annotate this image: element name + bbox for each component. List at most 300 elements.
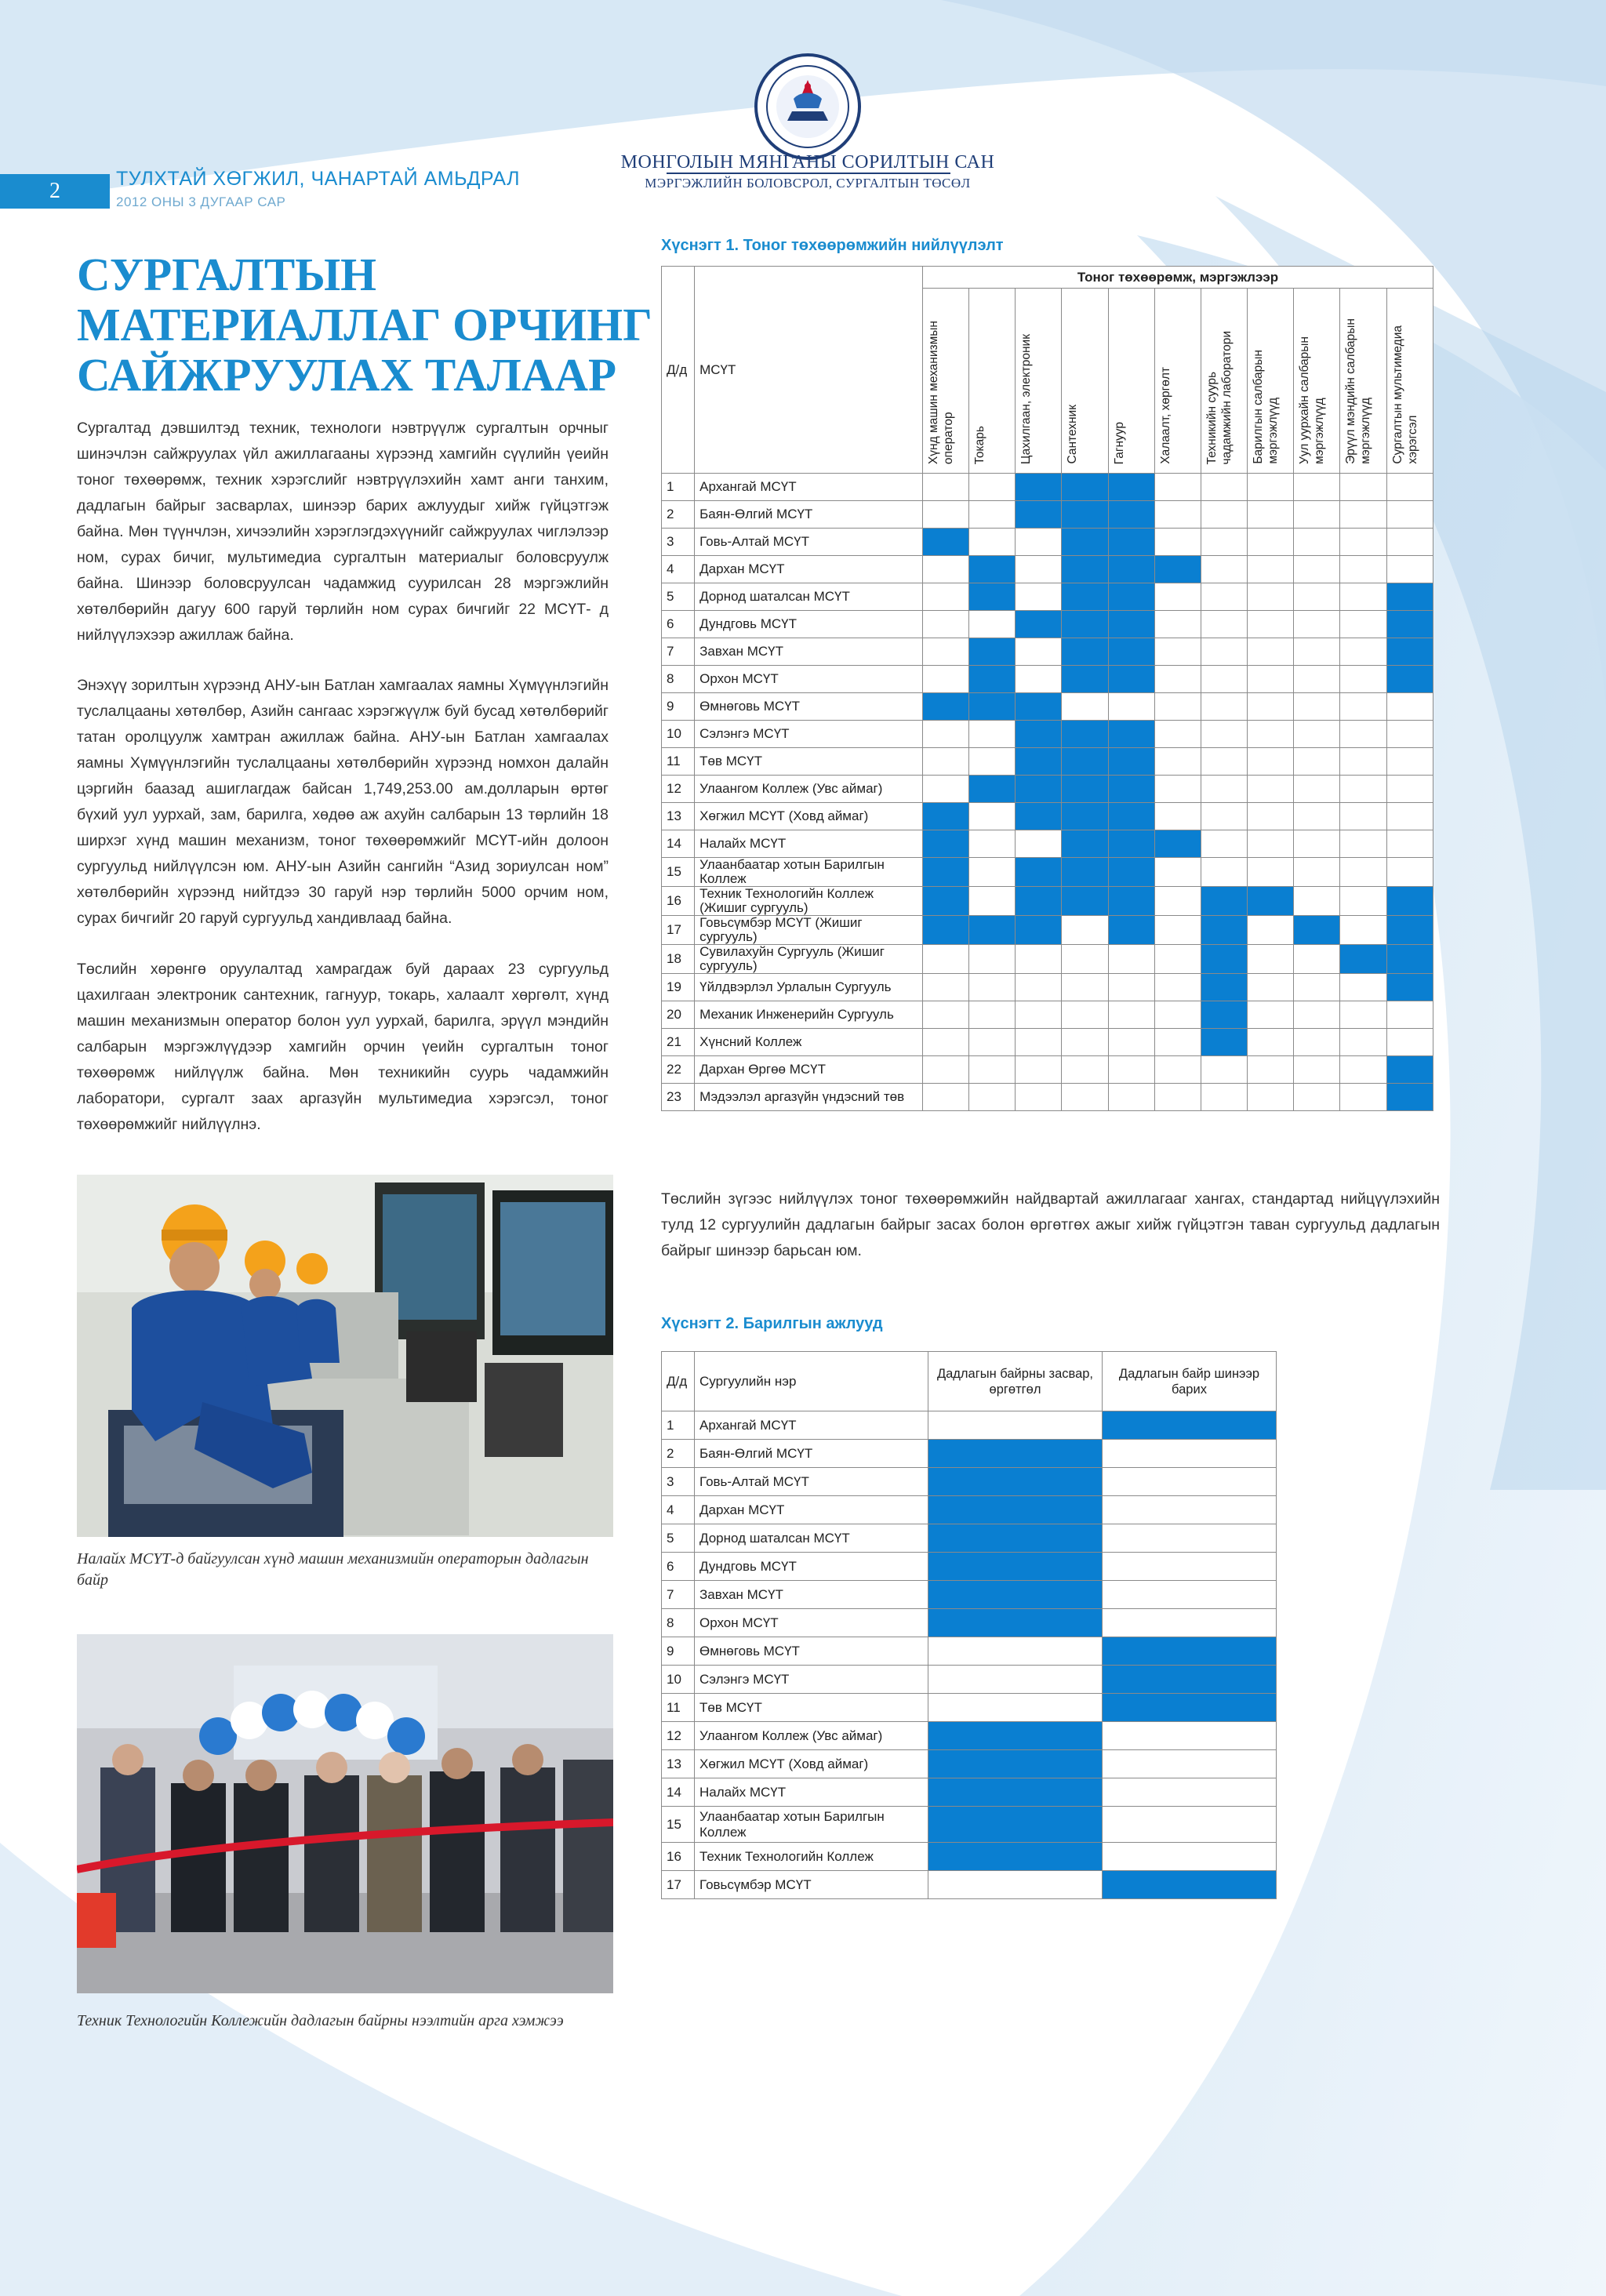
school-name: Техник Технологийн Коллеж	[695, 1843, 928, 1871]
supplied-cell	[1386, 1084, 1433, 1111]
empty-cell	[1386, 474, 1433, 501]
col-name-header: МСҮТ	[695, 267, 923, 474]
new-build-cell-empty	[1103, 1468, 1277, 1496]
org-name: МОНГОЛЫН МЯНГАНЫ СОРИЛТЫН САН	[620, 152, 995, 173]
row-number: 16	[662, 887, 695, 916]
empty-cell	[1062, 1001, 1108, 1029]
empty-cell	[969, 1001, 1016, 1029]
empty-cell	[1201, 611, 1247, 638]
school-name: Өмнөговь МСҮТ	[695, 1637, 928, 1666]
supplied-cell	[1108, 583, 1154, 611]
empty-cell	[1248, 916, 1294, 945]
empty-cell	[1016, 529, 1062, 556]
row-number: 14	[662, 1778, 695, 1807]
empty-cell	[1340, 501, 1386, 529]
school-name: Дундговь МСҮТ	[695, 1553, 928, 1581]
renovation-cell-filled	[928, 1524, 1103, 1553]
new-build-cell-empty	[1103, 1581, 1277, 1609]
empty-cell	[1201, 776, 1247, 803]
school-name: Хүнсний Коллеж	[695, 1029, 923, 1056]
empty-cell	[922, 666, 968, 693]
supplied-cell	[1062, 583, 1108, 611]
title-line: МАТЕРИАЛЛАГ ОРЧИНГ	[77, 299, 652, 351]
table2-title: Хүснэгт 2. Барилгын ажлууд	[661, 1315, 883, 1332]
column-header	[1294, 289, 1340, 474]
empty-cell	[1016, 583, 1062, 611]
empty-cell	[1294, 638, 1340, 666]
supplied-cell	[1108, 748, 1154, 776]
supplied-cell	[1108, 501, 1154, 529]
supplied-cell	[1062, 748, 1108, 776]
empty-cell	[1340, 721, 1386, 748]
empty-cell	[1154, 1084, 1201, 1111]
empty-cell	[1340, 776, 1386, 803]
school-name: Налайх МСҮТ	[695, 1778, 928, 1807]
school-name: Улаангом Коллеж (Увс аймаг)	[695, 776, 923, 803]
supplied-cell	[1201, 887, 1247, 916]
table-row	[662, 583, 1433, 611]
new-build-cell-filled	[1103, 1666, 1277, 1694]
school-name: Мэдээлэл аргазүйн үндэсний төв	[695, 1084, 923, 1111]
empty-cell	[1386, 776, 1433, 803]
table1-wrapper	[661, 266, 1433, 1111]
empty-cell	[969, 945, 1016, 974]
new-build-cell-empty	[1103, 1440, 1277, 1468]
empty-cell	[1154, 474, 1201, 501]
empty-cell	[1248, 974, 1294, 1001]
table-row	[662, 1553, 1277, 1581]
new-build-cell-filled	[1103, 1871, 1277, 1899]
row-number: 13	[662, 803, 695, 830]
table-row	[662, 1029, 1433, 1056]
empty-cell	[1062, 693, 1108, 721]
column-header-label: Техникийн суурь чадамжийн лаборатори	[1204, 330, 1234, 464]
empty-cell	[1108, 945, 1154, 974]
empty-cell	[922, 776, 968, 803]
empty-cell	[1248, 1084, 1294, 1111]
empty-cell	[1201, 666, 1247, 693]
supplied-cell	[922, 858, 968, 887]
row-number: 6	[662, 1553, 695, 1581]
empty-cell	[1386, 748, 1433, 776]
row-number: 9	[662, 1637, 695, 1666]
renovation-cell-empty	[928, 1694, 1103, 1722]
table-row	[662, 1411, 1277, 1440]
empty-cell	[1201, 501, 1247, 529]
supplied-cell	[969, 776, 1016, 803]
row-number: 7	[662, 638, 695, 666]
table-row	[662, 974, 1433, 1001]
empty-cell	[1386, 693, 1433, 721]
supplied-cell	[1108, 666, 1154, 693]
empty-cell	[1248, 556, 1294, 583]
row-number: 5	[662, 1524, 695, 1553]
empty-cell	[1201, 583, 1247, 611]
supplied-cell	[1016, 916, 1062, 945]
table-row	[662, 529, 1433, 556]
empty-cell	[969, 529, 1016, 556]
school-name: Сувилахуйн Сургууль (Жишиг сургууль)	[695, 945, 923, 974]
empty-cell	[922, 974, 968, 1001]
supplied-cell	[1108, 474, 1154, 501]
school-name: Төв МСҮТ	[695, 748, 923, 776]
empty-cell	[1016, 830, 1062, 858]
empty-cell	[1386, 858, 1433, 887]
empty-cell	[1154, 583, 1201, 611]
row-number: 17	[662, 916, 695, 945]
page-number: 2	[49, 179, 60, 203]
empty-cell	[1108, 1029, 1154, 1056]
supplied-cell	[1062, 887, 1108, 916]
renovation-cell-empty	[928, 1637, 1103, 1666]
renovation-cell-filled	[928, 1750, 1103, 1778]
empty-cell	[1386, 501, 1433, 529]
empty-cell	[1340, 693, 1386, 721]
school-name: Говьсүмбэр МСҮТ (Жишиг сургууль)	[695, 916, 923, 945]
empty-cell	[1340, 638, 1386, 666]
school-name: Налайх МСҮТ	[695, 830, 923, 858]
empty-cell	[1062, 1056, 1108, 1084]
supplied-cell	[969, 693, 1016, 721]
empty-cell	[1340, 1001, 1386, 1029]
row-number: 23	[662, 1084, 695, 1111]
supplied-cell	[1108, 830, 1154, 858]
row-number: 5	[662, 583, 695, 611]
empty-cell	[1294, 501, 1340, 529]
column-header	[969, 289, 1016, 474]
supplied-cell	[1340, 945, 1386, 974]
empty-cell	[1016, 945, 1062, 974]
empty-cell	[1154, 638, 1201, 666]
empty-cell	[1201, 1056, 1247, 1084]
renovation-cell-filled	[928, 1778, 1103, 1807]
supplied-cell	[1062, 474, 1108, 501]
row-number: 1	[662, 474, 695, 501]
new-build-cell-filled	[1103, 1637, 1277, 1666]
empty-cell	[1294, 693, 1340, 721]
supplied-cell	[969, 583, 1016, 611]
table-row	[662, 830, 1433, 858]
supplied-cell	[1201, 916, 1247, 945]
empty-cell	[922, 1084, 968, 1111]
new-build-cell-filled	[1103, 1411, 1277, 1440]
empty-cell	[1294, 529, 1340, 556]
empty-cell	[1340, 1029, 1386, 1056]
empty-cell	[1201, 830, 1247, 858]
empty-cell	[1154, 748, 1201, 776]
supplied-cell	[1154, 830, 1201, 858]
renovation-cell-filled	[928, 1581, 1103, 1609]
empty-cell	[1294, 803, 1340, 830]
empty-cell	[969, 974, 1016, 1001]
empty-cell	[1201, 529, 1247, 556]
empty-cell	[1340, 830, 1386, 858]
empty-cell	[969, 1084, 1016, 1111]
empty-cell	[1248, 501, 1294, 529]
empty-cell	[1248, 945, 1294, 974]
empty-cell	[1294, 1056, 1340, 1084]
row-number: 2	[662, 1440, 695, 1468]
new-build-cell-filled	[1103, 1694, 1277, 1722]
empty-cell	[922, 638, 968, 666]
column-header	[1108, 289, 1154, 474]
empty-cell	[1294, 830, 1340, 858]
supplied-cell	[1108, 721, 1154, 748]
row-number: 4	[662, 1496, 695, 1524]
row-number: 2	[662, 501, 695, 529]
column-header-label: Сантехник	[1066, 405, 1080, 464]
empty-cell	[1016, 1056, 1062, 1084]
empty-cell	[1340, 803, 1386, 830]
empty-cell	[1340, 611, 1386, 638]
school-name: Хөгжил МСҮТ (Ховд аймаг)	[695, 1750, 928, 1778]
row-number: 22	[662, 1056, 695, 1084]
renovation-cell-filled	[928, 1440, 1103, 1468]
supplied-cell	[1016, 474, 1062, 501]
empty-cell	[1062, 1084, 1108, 1111]
empty-cell	[1016, 556, 1062, 583]
supplied-cell	[922, 916, 968, 945]
row-number: 16	[662, 1843, 695, 1871]
empty-cell	[969, 611, 1016, 638]
empty-cell	[1062, 945, 1108, 974]
row-number: 4	[662, 556, 695, 583]
supplied-cell	[1108, 858, 1154, 887]
renovation-cell-empty	[928, 1411, 1103, 1440]
column-header-label: Халаалт, хөргөлт	[1158, 367, 1172, 464]
empty-cell	[1294, 858, 1340, 887]
supplied-cell	[1108, 803, 1154, 830]
column-header-label: Сургалтын мультимедиа хэрэгсэл	[1390, 325, 1419, 464]
empty-cell	[1154, 693, 1201, 721]
supplied-cell	[1108, 887, 1154, 916]
equipment-supply-table	[661, 266, 1433, 1111]
row-number: 10	[662, 721, 695, 748]
table-row	[662, 1468, 1277, 1496]
table-row	[662, 474, 1433, 501]
empty-cell	[1154, 858, 1201, 887]
row-number: 15	[662, 1807, 695, 1843]
new-build-cell-empty	[1103, 1750, 1277, 1778]
empty-cell	[1248, 1001, 1294, 1029]
empty-cell	[922, 1056, 968, 1084]
empty-cell	[1154, 1029, 1201, 1056]
empty-cell	[969, 721, 1016, 748]
empty-cell	[1294, 945, 1340, 974]
table-row	[662, 501, 1433, 529]
row-number: 3	[662, 529, 695, 556]
table-row	[662, 666, 1433, 693]
table-row	[662, 916, 1433, 945]
empty-cell	[1248, 748, 1294, 776]
renovation-cell-filled	[928, 1807, 1103, 1843]
supplied-cell	[1386, 611, 1433, 638]
school-name: Орхон МСҮТ	[695, 666, 923, 693]
supplied-cell	[922, 693, 968, 721]
supplied-cell	[1016, 721, 1062, 748]
empty-cell	[922, 1001, 968, 1029]
school-name: Дундговь МСҮТ	[695, 611, 923, 638]
supplied-cell	[1062, 830, 1108, 858]
school-name: Техник Технологийн Коллеж (Жишиг сургууль)	[695, 887, 923, 916]
empty-cell	[1340, 974, 1386, 1001]
empty-cell	[969, 1029, 1016, 1056]
empty-cell	[969, 501, 1016, 529]
table-row	[662, 1001, 1433, 1029]
school-name: Хөгжил МСҮТ (Ховд аймаг)	[695, 803, 923, 830]
empty-cell	[1294, 556, 1340, 583]
column-header-label: Барилгын салбарын мэргэжлүүд	[1252, 350, 1281, 464]
renovation-cell-filled	[928, 1843, 1103, 1871]
column-header	[1016, 289, 1062, 474]
supplied-cell	[1062, 529, 1108, 556]
supplied-cell	[1201, 1029, 1247, 1056]
renovation-cell-filled	[928, 1468, 1103, 1496]
school-name: Завхан МСҮТ	[695, 638, 923, 666]
photo-opening-ceremony	[77, 1634, 613, 1993]
table-row	[662, 803, 1433, 830]
school-name: Дорнод шаталсан МСҮТ	[695, 583, 923, 611]
supplied-cell	[922, 529, 968, 556]
empty-cell	[1201, 556, 1247, 583]
school-name: Завхан МСҮТ	[695, 1581, 928, 1609]
empty-cell	[1340, 529, 1386, 556]
empty-cell	[1340, 556, 1386, 583]
empty-cell	[1386, 830, 1433, 858]
empty-cell	[1201, 858, 1247, 887]
column-header	[1248, 289, 1294, 474]
table-row	[662, 611, 1433, 638]
school-name: Дорнод шаталсан МСҮТ	[695, 1524, 928, 1553]
column-header-label: Уул уурхайн салбарын мэргэжлүүд	[1298, 336, 1327, 464]
table-row	[662, 1524, 1277, 1553]
column-header-label: Цахилгаан, электроник	[1019, 333, 1034, 464]
empty-cell	[1248, 638, 1294, 666]
supplied-cell	[1108, 611, 1154, 638]
empty-cell	[922, 611, 968, 638]
supplied-cell	[1062, 721, 1108, 748]
renovation-cell-empty	[928, 1871, 1103, 1899]
empty-cell	[1108, 974, 1154, 1001]
supplied-cell	[1108, 916, 1154, 945]
org-subtitle: МЭРГЭЖЛИЙН БОЛОВСРОЛ, СУРГАЛТЫН ТӨСӨЛ	[645, 176, 971, 191]
supplied-cell	[1108, 556, 1154, 583]
empty-cell	[1386, 803, 1433, 830]
new-build-cell-empty	[1103, 1609, 1277, 1637]
supplied-cell	[1016, 501, 1062, 529]
empty-cell	[922, 721, 968, 748]
row-number: 17	[662, 1871, 695, 1899]
empty-cell	[1294, 666, 1340, 693]
school-name: Улаанбаатар хотын Барилгын Коллеж	[695, 1807, 928, 1843]
school-name: Улаанбаатар хотын Барилгын Коллеж	[695, 858, 923, 887]
supplied-cell	[1062, 666, 1108, 693]
supplied-cell	[1062, 556, 1108, 583]
supplied-cell	[1201, 1001, 1247, 1029]
empty-cell	[1108, 693, 1154, 721]
supplied-cell	[922, 830, 968, 858]
row-number: 1	[662, 1411, 695, 1440]
empty-cell	[1201, 748, 1247, 776]
empty-cell	[922, 748, 968, 776]
col-no-header: Д/д	[662, 267, 695, 474]
table-row	[662, 1778, 1277, 1807]
table-row	[662, 1666, 1277, 1694]
supplied-cell	[1016, 611, 1062, 638]
empty-cell	[1016, 1029, 1062, 1056]
empty-cell	[1294, 1084, 1340, 1111]
col-renovation-header: Дадлагын байрны засвар, өргөтгөл	[928, 1352, 1103, 1411]
table-row	[662, 1609, 1277, 1637]
column-header-label: Эрүүл мэндийн салбарын мэргэжлүүд	[1344, 318, 1373, 464]
empty-cell	[1016, 638, 1062, 666]
school-name: Баян-Өлгий МСҮТ	[695, 501, 923, 529]
new-build-cell-empty	[1103, 1722, 1277, 1750]
table-row	[662, 1440, 1277, 1468]
supplied-cell	[1016, 693, 1062, 721]
empty-cell	[969, 1056, 1016, 1084]
supplied-cell	[1108, 776, 1154, 803]
empty-cell	[1386, 1001, 1433, 1029]
school-name: Орхон МСҮТ	[695, 1609, 928, 1637]
header-issue-date: 2012 ОНЫ 3 ДУГААР САР	[116, 194, 286, 209]
empty-cell	[922, 556, 968, 583]
supplied-cell	[922, 803, 968, 830]
empty-cell	[1016, 1001, 1062, 1029]
renovation-cell-filled	[928, 1722, 1103, 1750]
row-number: 6	[662, 611, 695, 638]
row-number: 11	[662, 1694, 695, 1722]
table-row	[662, 748, 1433, 776]
empty-cell	[1340, 916, 1386, 945]
empty-cell	[969, 887, 1016, 916]
table-row	[662, 887, 1433, 916]
table2-wrapper	[661, 1351, 1277, 1899]
empty-cell	[922, 945, 968, 974]
school-name: Дархан МСҮТ	[695, 556, 923, 583]
column-header	[1386, 289, 1433, 474]
empty-cell	[1154, 666, 1201, 693]
supplied-cell	[1016, 887, 1062, 916]
supplied-cell	[1201, 945, 1247, 974]
table-row	[662, 1722, 1277, 1750]
school-name: Архангай МСҮТ	[695, 474, 923, 501]
row-number: 14	[662, 830, 695, 858]
empty-cell	[1201, 1084, 1247, 1111]
school-name: Өмнөговь МСҮТ	[695, 693, 923, 721]
empty-cell	[1154, 887, 1201, 916]
supplied-cell	[1294, 916, 1340, 945]
empty-cell	[1062, 1029, 1108, 1056]
empty-cell	[1201, 638, 1247, 666]
row-number: 21	[662, 1029, 695, 1056]
supplied-cell	[1386, 945, 1433, 974]
supplied-cell	[969, 916, 1016, 945]
empty-cell	[1340, 748, 1386, 776]
table-row	[662, 1694, 1277, 1722]
row-number: 20	[662, 1001, 695, 1029]
table-row	[662, 1581, 1277, 1609]
empty-cell	[969, 474, 1016, 501]
table-row	[662, 1056, 1433, 1084]
empty-cell	[1016, 974, 1062, 1001]
column-header-label: Токарь	[973, 425, 987, 464]
table-row	[662, 858, 1433, 887]
renovation-cell-filled	[928, 1609, 1103, 1637]
column-header	[1154, 289, 1201, 474]
table-row	[662, 1637, 1277, 1666]
row-number: 8	[662, 666, 695, 693]
